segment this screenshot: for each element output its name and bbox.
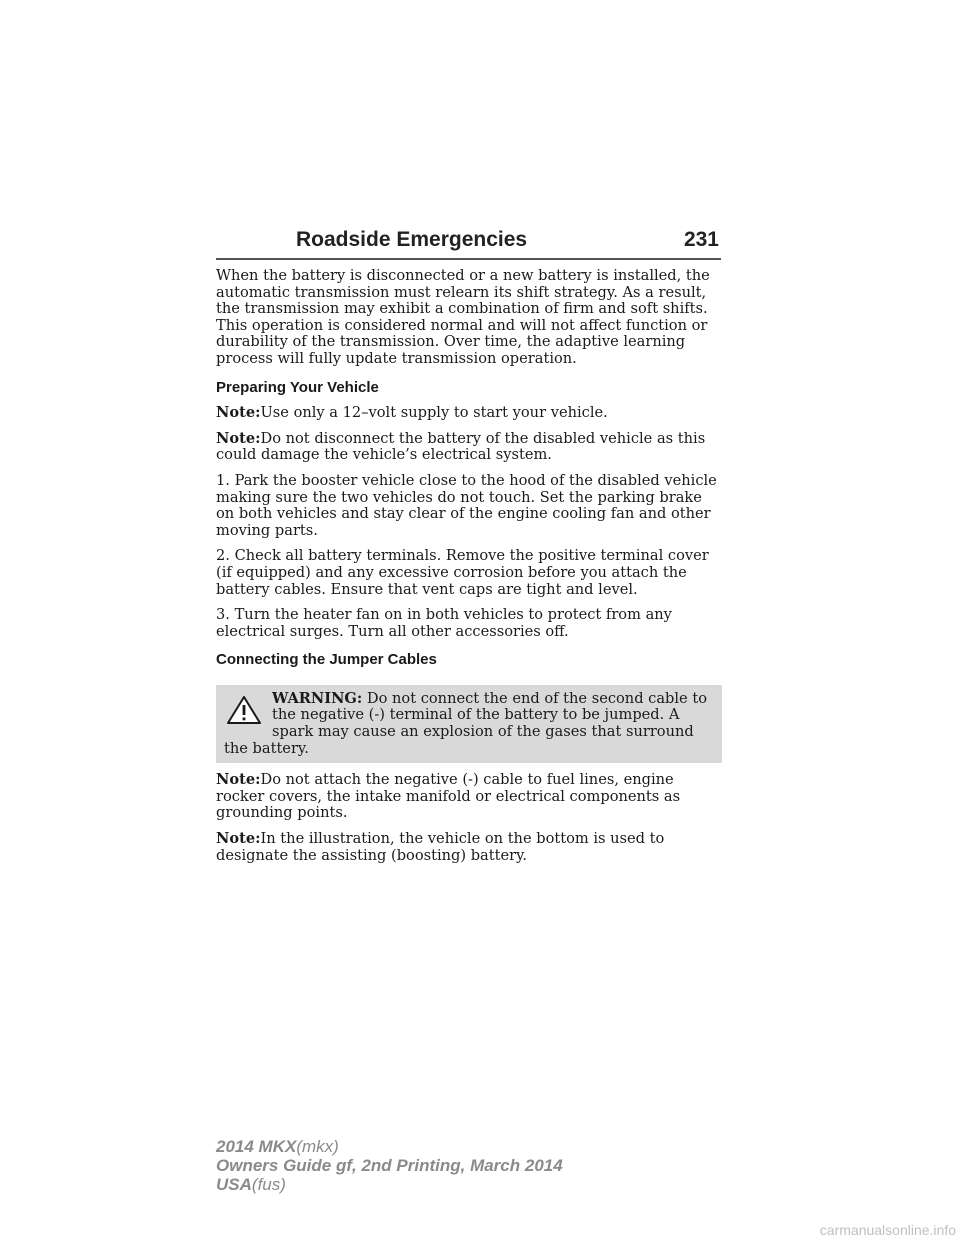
warning-label: WARNING: [272, 689, 363, 707]
warning-triangle-icon [226, 695, 262, 725]
note-text: Do not attach the negative (-) cable to fuel lines, engine rocker covers, the intake manifold or electrical components as grounding points. [216, 771, 681, 822]
note-text: In the illustration, the vehicle on the bottom is used to designate the assisting (boosting) battery. [216, 830, 665, 864]
footer-model-line [216, 1137, 563, 1156]
page-body [216, 268, 722, 873]
section-title: Roadside Emergencies [296, 228, 528, 251]
note-label: Note: [216, 429, 261, 447]
intro-paragraph: When the battery is disconnected or a new battery is installed, the automatic transmission must relearn its shift strategy. As a result, the transmission may exhibit a combination of firm and soft shifts. This operation is considered normal and will not affect function or durability of the transmission. Over time, the adaptive learning process will fully update transmission operation. [216, 267, 710, 367]
heading-connecting-cables: Connecting the Jumper Cables [216, 651, 437, 669]
footer-region-code: (fus) [251, 1175, 286, 1194]
step-3: 3. Turn the heater fan on in both vehicles to protect from any electrical surges. Turn all other accessories off. [216, 606, 672, 640]
note-voltage [216, 405, 722, 422]
footer-guide-line: Owners Guide gf, 2nd Printing, March 2014 [216, 1156, 563, 1175]
note-label: Note: [216, 771, 261, 789]
footer-model: 2014 MKX [216, 1137, 297, 1156]
warning-text: Do not connect the end of the second cable to the negative (-) terminal of the battery to be jumped. A spark may cause an explosion of the gases that surround the battery. [224, 689, 707, 757]
note-text: Do not disconnect the battery of the disabled vehicle as this could damage the vehicle’s electrical system. [216, 429, 706, 464]
note-label: Note: [216, 404, 261, 422]
footer-region-line [216, 1175, 563, 1194]
note-illustration [216, 831, 722, 864]
watermark-text: carmanualsonline.info [819, 1222, 956, 1238]
note-text: Use only a 12–volt supply to start your vehicle. [260, 404, 608, 422]
step-1: 1. Park the booster vehicle close to the hood of the disabled vehicle making sure the two vehicles do not touch. Set the parking brake on both vehicles and stay clear of the engine cooling fan and other moving parts. [216, 471, 717, 539]
heading-preparing-vehicle: Preparing Your Vehicle [216, 378, 379, 396]
note-grounding [216, 772, 722, 822]
page-footer [216, 1137, 563, 1194]
note-disconnect [216, 431, 722, 464]
note-label: Note: [216, 830, 261, 848]
footer-region: USA [216, 1175, 252, 1194]
header-divider [216, 258, 721, 260]
footer-model-code: (mkx) [296, 1137, 339, 1156]
page-header [216, 228, 721, 260]
step-2: 2. Check all battery terminals. Remove the positive terminal cover (if equipped) and any excessive corrosion before you attach the battery cables. Ensure that vent caps are tight and level. [216, 547, 709, 598]
page-number: 231 [683, 228, 719, 251]
warning-box [216, 685, 722, 763]
